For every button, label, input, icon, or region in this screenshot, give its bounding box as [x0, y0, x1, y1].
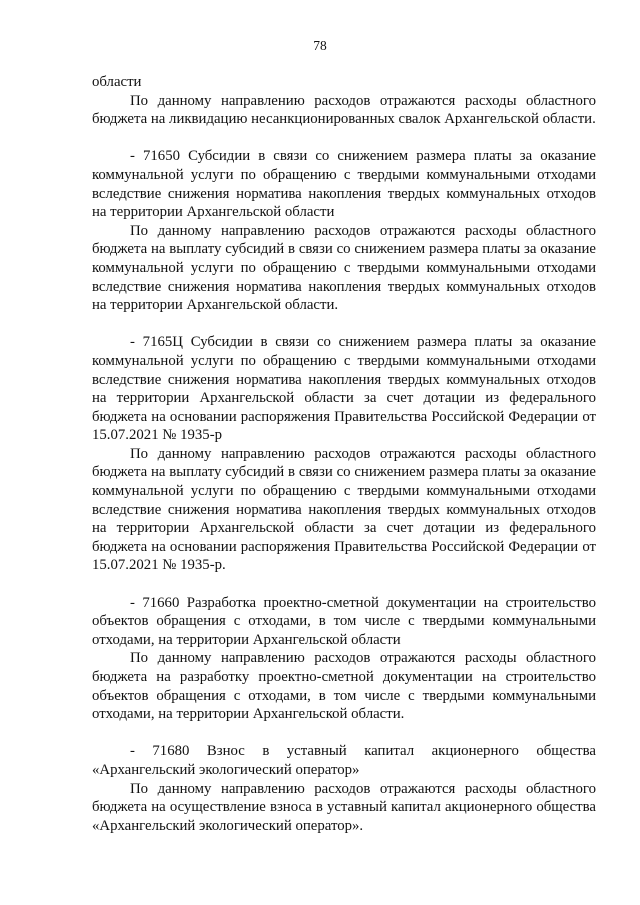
paragraph-gap — [92, 129, 596, 148]
document-body — [92, 73, 596, 835]
description-paragraph: По данному направлению расходов отражаются расходы областного бюджета на выплату субсидий в связи со снижением размера платы за оказание коммунальной услуги по обращению с твердыми коммунальными отходами вследствие снижения норматива накопления твердых коммунальных отходов на территории Архангельской области. — [92, 222, 596, 314]
description-paragraph: По данному направлению расходов отражаются расходы областного бюджета на осуществление взноса в уставный капитал акционерного общества «Архангельский экологический оператор». — [92, 780, 596, 834]
expense-item-71650: - 71650 Субсидии в связи со снижением размера платы за оказание коммунальной услуги по обращению с твердыми коммунальными отходами вследствие снижения норматива накопления твердых коммунальных отходов на территории Архангельской области — [92, 148, 596, 221]
description-paragraph: По данному направлению расходов отражаются расходы областного бюджета на ликвидацию несанкционированных свалок Архангельской области. — [92, 92, 596, 128]
description-paragraph: По данному направлению расходов отражаются расходы областного бюджета на разработку проектно-сметной документации на строительство объектов обращения с отходами, в том числе с твердыми коммунальными отходами, на территории Архангельской области. — [92, 650, 596, 723]
expense-item-7165c: - 7165Ц Субсидии в связи со снижением размера платы за оказание коммунальной услуги по обращению с твердыми коммунальными отходами вследствие снижения норматива накопления твердых коммунальных отходов на территории Архангельской области за счет дотации из федерального бюджета на основании распоряжения Правительства Российской Федерации от 15.07.2021 № 1935-р — [92, 334, 596, 444]
description-paragraph: По данному направлению расходов отражаются расходы областного бюджета на выплату субсидий в связи со снижением размера платы за оказание коммунальной услуги по обращению с твердыми коммунальными отходами вследствие снижения норматива накопления твердых коммунальных отходов на территории Архангельской области за счет дотации из федерального бюджета на основании распоряжения Правительства Российской Федерации от 15.07.2021 № 1935-р. — [92, 445, 596, 574]
paragraph-gap — [92, 724, 596, 743]
expense-item-71680: - 71680 Взнос в уставный капитал акционерного общества «Архангельский экологический оператор» — [92, 743, 596, 778]
page-number: 78 — [313, 38, 327, 53]
continuation-text: области — [92, 74, 142, 90]
paragraph-gap — [92, 315, 596, 334]
expense-item-71660: - 71660 Разработка проектно-сметной документации на строительство объектов обращения с отходами, в том числе с твердыми коммунальными отходами, на территории Архангельской области — [92, 594, 596, 648]
paragraph-gap — [92, 575, 596, 594]
